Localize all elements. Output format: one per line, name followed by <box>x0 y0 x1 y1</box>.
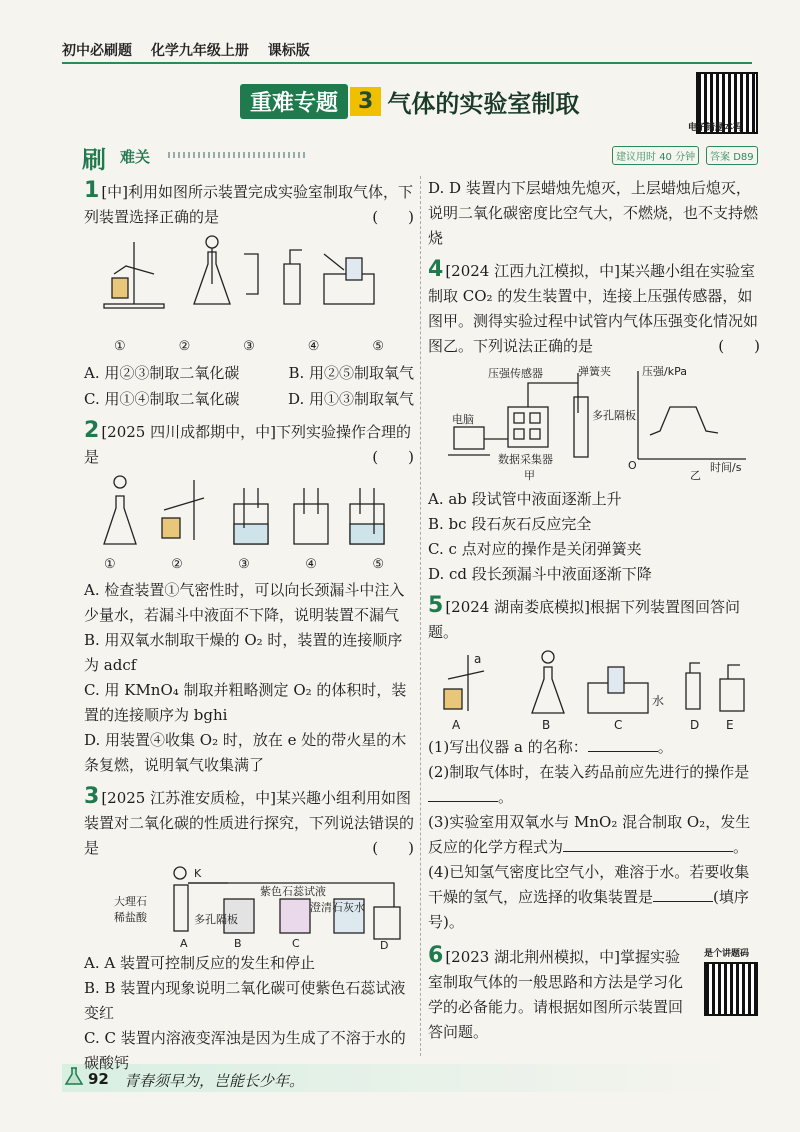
flask-icon <box>64 1066 84 1086</box>
q1-label: ⑤ <box>372 339 384 354</box>
q3-fig-a: A <box>180 937 188 950</box>
q2-label: ③ <box>238 557 250 572</box>
q4-fig-origin: O <box>628 459 637 472</box>
q2-label: ④ <box>305 557 317 572</box>
q3-option[interactable]: A. A 装置可控制反应的发生和停止 <box>84 954 315 972</box>
q4-fig-jia: 甲 <box>524 469 535 482</box>
q4-figure <box>428 363 748 487</box>
q2-option[interactable]: B. 用双氧水制取干燥的 O₂ 时，装置的连接顺序为 adcf <box>84 631 403 674</box>
topic-title <box>240 84 579 118</box>
q1-figure-labels <box>84 334 384 360</box>
q3-fig-litmus: 紫色石蕊试液 <box>260 885 326 898</box>
question-6 <box>428 943 690 1045</box>
q3-figure <box>84 865 404 951</box>
q4-fig-ylabel: 压强/kPa <box>642 365 687 378</box>
q5-fig-A: A <box>452 718 461 732</box>
answer-page: D89 <box>733 152 754 163</box>
time-value: 40 分钟 <box>659 152 696 163</box>
qr-label: 电子错题本码 <box>688 123 743 133</box>
q6-qr-code-icon[interactable] <box>704 962 758 1016</box>
q2-option[interactable]: C. 用 KMnO₄ 制取并粗略测定 O₂ 的体积时，装置的连接顺序为 bghi <box>84 681 407 724</box>
q5-stem: [2024 湖南娄底模拟]根据下列装置图回答问题。 <box>428 598 740 641</box>
q5-answer-1[interactable] <box>588 751 658 752</box>
right-column <box>428 176 760 1049</box>
q2-option[interactable]: A. 检查装置①气密性时，可以向长颈漏斗中注入少量水，若漏斗中液面不下降，说明装置不漏气 <box>84 581 405 624</box>
q2-label: ⑤ <box>372 557 384 572</box>
q3-fig-d: D <box>380 939 389 951</box>
q1-label: ④ <box>307 339 320 354</box>
question-4 <box>428 257 760 359</box>
footer-motto: 青春须早为，岂能长少年。 <box>124 1072 305 1090</box>
q5-part-3: (3)实验室用双氧水与 MnO₂ 混合制取 O₂，发生反应的化学方程式为 。 <box>428 813 751 856</box>
q5-number: 5 <box>428 593 444 618</box>
q5-answer-4[interactable] <box>653 901 713 902</box>
q1-number: 1 <box>84 178 100 203</box>
q4-fig-xlabel: 时间/s <box>710 461 742 474</box>
q2-option[interactable]: D. 用装置④收集 O₂ 时，放在 e 处的带火星的木条复燃，说明氧气收集满了 <box>84 731 407 774</box>
q1-stem: [中]利用如图所示装置完成实验室制取气体，下列装置选择正确的是 <box>84 183 414 226</box>
q5-part-4-suffix: (填序号)。 <box>428 888 749 931</box>
q3-fig-marble: 大理石 <box>114 895 147 908</box>
time-label: 建议用时 <box>616 152 656 163</box>
q1-options-row2 <box>84 386 414 412</box>
q3-option[interactable]: C. C 装置内溶液变浑浊是因为生成了不溶于水的碳酸钙 <box>84 1029 406 1072</box>
q5-part-2-text: (2)制取气体时，在装入药品前应先进行的操作是 <box>428 763 750 781</box>
column-divider <box>420 176 421 1056</box>
question-1 <box>84 178 414 230</box>
q1-label: ① <box>114 339 126 354</box>
q4-option[interactable]: D. cd 段长颈漏斗中液面逐渐下降 <box>428 565 652 583</box>
q4-fig-pc: 电脑 <box>452 413 474 426</box>
q4-fig-sensor: 压强传感器 <box>488 367 543 380</box>
q4-fig-plate: 多孔隔板 <box>592 409 636 422</box>
q1-bracket: ( ) <box>372 208 414 226</box>
q5-part-1: (1)写出仪器 a 的名称： 。 <box>428 738 673 756</box>
q5-part-1-text: (1)写出仪器 a 的名称： <box>428 738 588 756</box>
answer-label: 答案 <box>710 152 730 163</box>
q3-bracket: ( ) <box>372 839 414 857</box>
header-book: 初中必刷题 <box>62 43 132 59</box>
q5-answer-2[interactable] <box>428 801 498 802</box>
q2-figure-labels <box>84 552 384 578</box>
q5-fig-C: C <box>614 718 623 732</box>
q1-option[interactable]: A. 用②③制取二氧化碳 <box>84 364 240 382</box>
q6-number: 6 <box>428 943 444 968</box>
q2-label: ② <box>171 557 183 572</box>
q2-bracket: ( ) <box>372 448 414 466</box>
question-2 <box>84 418 414 470</box>
section-level: 难关 <box>120 148 151 166</box>
q1-option[interactable]: C. 用①④制取二氧化碳 <box>84 390 240 408</box>
q6-stem: [2023 湖北荆州模拟，中]掌握实验室制取气体的一般思路和方法是学习化学的必备能力。请根据如图所示装置回答问题。 <box>428 948 684 1041</box>
title-tag: 重难专题 <box>240 84 348 119</box>
q2-figure <box>84 474 394 552</box>
answer-badge <box>706 146 758 165</box>
q1-label: ③ <box>243 339 255 354</box>
running-header <box>62 40 324 60</box>
q4-option[interactable]: B. bc 段石灰石反应完全 <box>428 515 592 533</box>
q5-fig-a-instrument: a <box>474 652 482 666</box>
q4-fig-yi: 乙 <box>690 469 701 482</box>
header-subject: 化学九年级上册 <box>150 43 249 59</box>
q1-options-row1 <box>84 360 414 386</box>
q3-fig-b: B <box>234 937 242 950</box>
q3-number: 3 <box>84 784 100 809</box>
q4-fig-clamp: 弹簧夹 <box>578 365 611 378</box>
header-edition: 课标版 <box>267 43 310 59</box>
q3-stem: [2025 江苏淮安质检，中]某兴趣小组利用如图装置对二氧化碳的性质进行探究，下列说法错误的是 <box>84 789 415 857</box>
q5-part-4-text: (4)已知氢气密度比空气小，难溶于水。若要收集干燥的氢气，应选择的收集装置是 <box>428 863 750 906</box>
q2-label: ① <box>104 557 116 572</box>
q4-number: 4 <box>428 257 444 282</box>
q2-stem: [2025 四川成都期中，中]下列实验操作合理的是 <box>84 423 411 466</box>
q1-figure <box>84 234 384 334</box>
q3-option[interactable]: B. B 装置内现象说明二氧化碳可使紫色石蕊试液变红 <box>84 979 406 1022</box>
question-3 <box>84 784 414 861</box>
q3-fig-acid: 稀盐酸 <box>114 911 147 924</box>
q5-part-3-text: (3)实验室用双氧水与 MnO₂ 混合制取 O₂，发生反应的化学方程式为 <box>428 813 751 856</box>
header-rule <box>62 62 752 64</box>
q1-option[interactable]: B. 用②⑤制取氧气 <box>288 364 414 382</box>
q5-answer-3[interactable] <box>563 851 733 852</box>
q6-qr-tag: 是个讲题码 <box>704 949 750 959</box>
q4-bracket: ( ) <box>718 337 760 355</box>
page-number: 92 <box>88 1070 109 1088</box>
title-text: 气体的实验室制取 <box>387 89 580 118</box>
q5-part-4 <box>428 860 760 935</box>
q4-fig-collector: 数据采集器 <box>498 453 553 466</box>
q3-option-d[interactable]: D. D 装置内下层蜡烛先熄灭，上层蜡烛后熄灭，说明二氧化碳密度比空气大，不燃烧，也不支持燃烧 <box>428 179 759 247</box>
q2-number: 2 <box>84 418 100 443</box>
section-decoration <box>168 152 308 158</box>
question-5 <box>428 593 760 645</box>
q5-fig-B: B <box>542 718 551 732</box>
q3-fig-limewater: 澄清石灰水 <box>310 901 365 914</box>
q3-fig-k: K <box>194 867 202 880</box>
q5-fig-water: 水 <box>652 694 665 708</box>
q3-fig-c: C <box>292 937 300 950</box>
q4-option[interactable]: A. ab 段试管中液面逐渐上升 <box>428 490 622 508</box>
q4-stem: [2024 江西九江模拟，中]某兴趣小组在实验室制取 CO₂ 的发生装置中，连接上压强传感器，如图甲。测得实验过程中试管内气体压强变化情况如图乙。下列说法正确的是 <box>428 262 759 355</box>
time-badge <box>612 146 699 165</box>
q3-fig-plate: 多孔隔板 <box>194 913 238 926</box>
q4-option[interactable]: C. c 点对应的操作是关闭弹簧夹 <box>428 540 642 558</box>
section-shua: 刷 <box>82 146 106 174</box>
q5-figure <box>428 649 748 735</box>
q1-option[interactable]: D. 用①③制取氧气 <box>287 390 414 408</box>
left-column <box>84 178 414 1076</box>
q5-part-2: (2)制取气体时，在装入药品前应先进行的操作是。 <box>428 763 750 806</box>
q1-label: ② <box>178 339 191 354</box>
q5-fig-E: E <box>726 718 734 732</box>
title-number: 3 <box>350 87 381 116</box>
q5-fig-D: D <box>690 718 700 732</box>
